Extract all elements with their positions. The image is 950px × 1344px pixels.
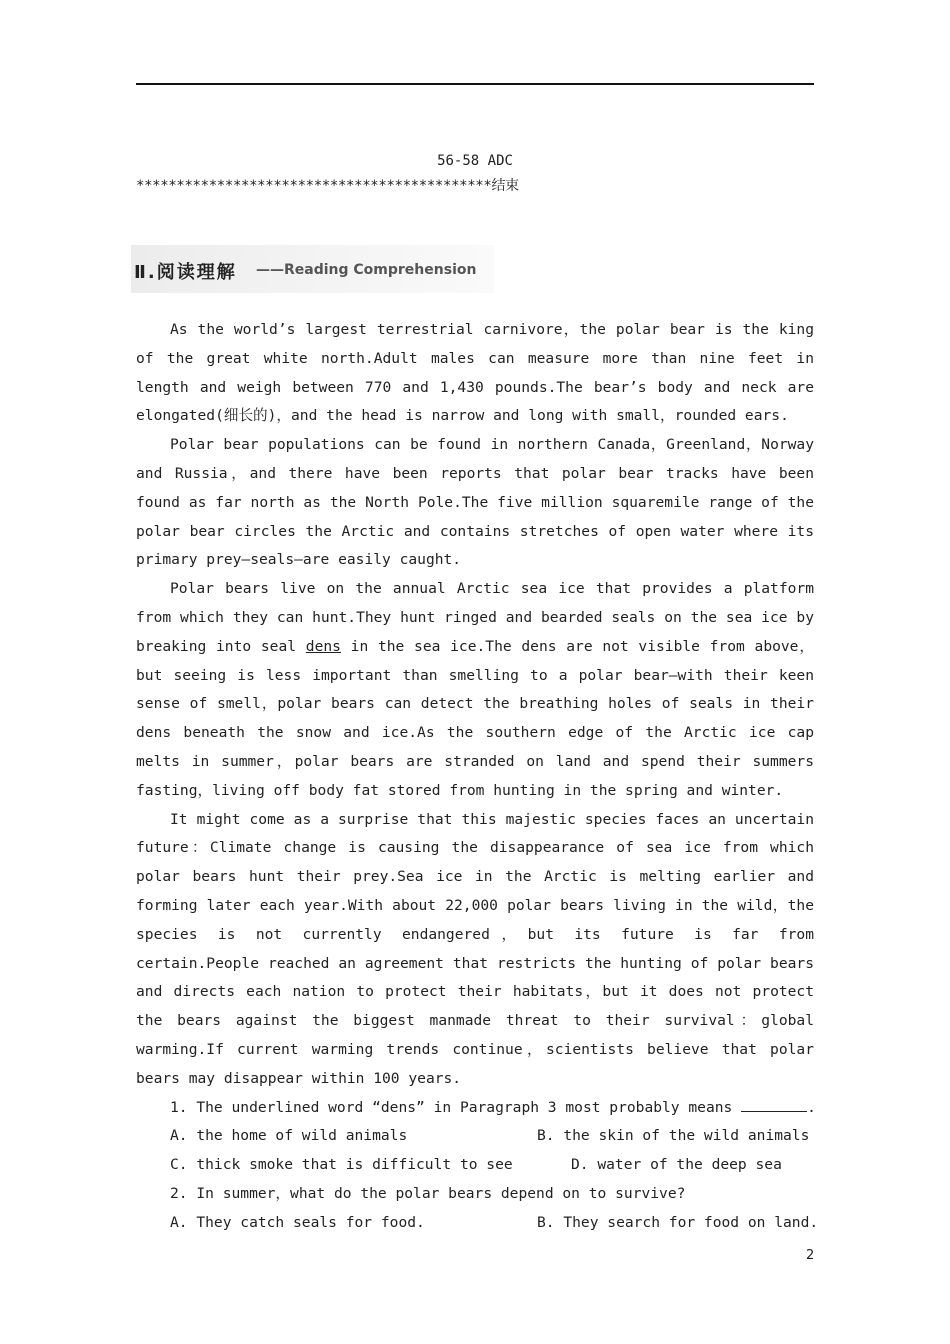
question-1-options-ab [136,1122,814,1151]
section-title-cn: Ⅱ.阅读理解 [134,262,237,283]
section-title-en: ——Reading Comprehension [256,262,477,278]
answer-blank [741,1097,807,1112]
paragraph-4: It might come as a surprise that this majestic species faces an uncertain future：Climate change is causing the disappearance of sea ice from which polar bears hunt their prey.Sea ice in the Arctic is melting earlier and forming later each year.With about 22,000 polar bears living in the wild，the species is not currently endangered，but its future is far from certain.People reached an agreement that restricts the hunting of polar bears and directs each nation to protect their habitats，but it does not protect the bears against the biggest manmade threat to their survival：global warming.If current warming trends continue，scientists believe that polar bears may disappear within 100 years. [136,810,814,1087]
paragraph-1: As the world’s largest terrestrial carnivore，the polar bear is the king of the great white north.Adult males can measure more than nine feet in length and weigh between 770 and 1,430 pounds.The bear’s body and neck are elongated(细长的)，and the head is narrow and long with small，rounded ears. [136,321,814,425]
paragraph-3-after: in the sea ice.The dens are not visible from above，but seeing is less important than smelling to a polar bear—with their keen sense of smell，polar bears can detect the breathing holes of seals in their dens beneath the snow and ice.As the southern edge of the Arctic ice cap melts in summer，polar bears are stranded on land and spend their summers fasting，living off body fat stored from hunting in the spring and winter. [136,637,815,799]
paragraph-2: Polar bear populations can be found in northern Canada，Greenland，Norway and Russia，and there have been reports that polar bear tracks have been found as far north as the North Pole.The five million squaremile range of the polar bear circles the Arctic and contains stretches of open water where its primary prey—seals—are easily caught. [136,436,814,569]
question-1-options-cd [136,1151,814,1180]
answer-key-line: 56-58 ADC [437,153,513,169]
paragraph-3-before: Polar bears live on the annual Arctic sea ice that provides a platform from which they can hunt.They hunt ringed and bearded seals on the sea ice by breaking into seal [136,580,814,655]
option-1c: C. thick smoke that is difficult to see [170,1156,513,1174]
question-1-text: 1. The underlined word “dens” in Paragraph 3 most probably means [170,1098,742,1116]
header-rule [136,83,814,85]
page-number: 2 [806,1248,815,1263]
option-1a: A. the home of wild animals [170,1127,408,1145]
question-1-stem [136,1094,814,1123]
end-marker-line: ********************************************结束 [136,178,519,194]
question-2-stem: 2. In summer，what do the polar bears depend on to survive? [170,1184,686,1202]
reading-passage [136,316,819,1238]
question-2-options-ab [136,1209,819,1238]
option-2b: B. They search for food on land. [537,1213,819,1231]
underlined-word-dens: dens [305,637,341,655]
option-1b: B. the skin of the wild animals [537,1127,810,1145]
option-2a: A. They catch seals for food. [170,1213,425,1231]
question-1-period: . [807,1098,816,1116]
section-banner [131,245,494,293]
option-1d: D. water of the deep sea [571,1156,782,1174]
paragraph-3 [136,575,814,805]
